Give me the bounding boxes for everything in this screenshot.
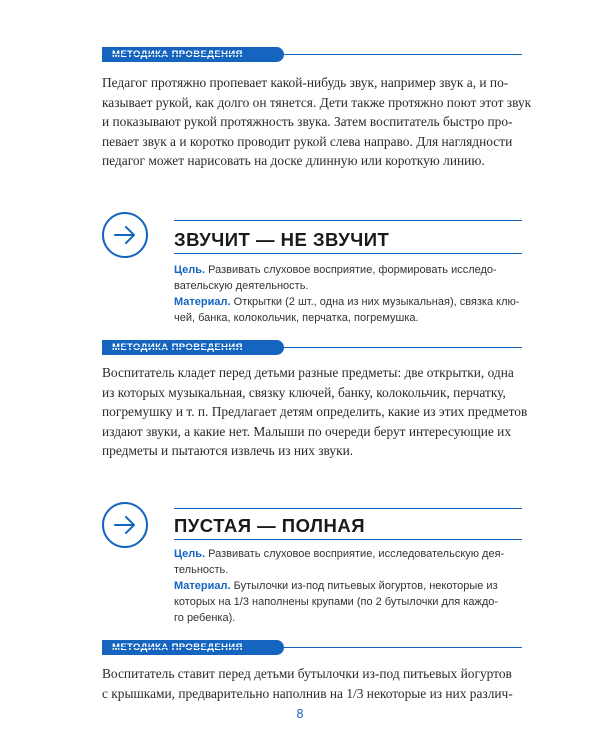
title-bottom-rule: [174, 253, 522, 254]
material-text: Бутылочки из-под питьевых йогуртов, некоторые из: [233, 580, 498, 592]
paragraph-line: Педагог протяжно пропевает какой-нибудь звук, например звук а, и по-: [102, 75, 509, 90]
paragraph-line: погремушку и т. п. Предлагает детям определить, какие из этих предметов: [102, 404, 528, 419]
material-text: чей, банка, колокольчик, перчатка, погремушка.: [174, 312, 419, 324]
divider-line: [102, 347, 522, 348]
material-text: Открытки (2 шт., одна из них музыкальная), связка клю-: [233, 296, 520, 308]
divider-line: [102, 54, 522, 55]
paragraph-line: Воспитатель ставит перед детьми бутылочки из-под питьевых йогуртов: [102, 666, 512, 681]
paragraph-line: педагог может нарисовать на доске длинную или короткую линию.: [102, 153, 485, 168]
material-text: которых на 1/3 наполнены крупами (по 2 бутылочки для каждо-: [174, 596, 499, 608]
title-bottom-rule: [174, 539, 522, 540]
paragraph-line: из которых музыкальная, связку ключей, банку, колокольчик, перчатку,: [102, 384, 506, 400]
goal-text: тельность.: [174, 564, 229, 576]
game-title: ЗВУЧИТ — НЕ ЗВУЧИТ: [174, 229, 390, 250]
method-paragraph: [102, 664, 522, 703]
paragraph-line: с крышками, предварительно наполнив на 1/3 некоторые из них различ-: [102, 685, 513, 701]
page-number: 8: [296, 707, 304, 721]
arrow-right-icon: [113, 513, 137, 537]
arrow-right-icon: [113, 223, 137, 247]
game-info: [174, 262, 524, 326]
paragraph-line: Воспитатель кладет перед детьми разные предметы: две открытки, одна: [102, 365, 514, 380]
game-title: ПУСТАЯ — ПОЛНАЯ: [174, 515, 366, 536]
goal-text: Развивать слуховое восприятие, исследовательскую дея-: [208, 548, 505, 560]
method-paragraph: [102, 363, 528, 461]
arrow-circle: [102, 502, 148, 548]
paragraph-line: предметы и пытаются извлечь из них звуки.: [102, 443, 354, 458]
title-top-rule: [174, 220, 522, 221]
goal-line: [174, 546, 524, 562]
goal-text: вательскую деятельность.: [174, 280, 309, 292]
divider-line: [102, 647, 522, 648]
game-info: [174, 546, 524, 626]
paragraph-line: казывает рукой, как долго он тянется. Дети также протяжно поют этот звук: [102, 94, 532, 110]
goal-line: [174, 262, 524, 278]
goal-text: Развивать слуховое восприятие, формировать исследо-: [208, 264, 497, 276]
material-line: [174, 294, 524, 310]
paragraph-line: издают звуки, а какие нет. Малыши по очереди берут интересующие их: [102, 423, 512, 439]
paragraph-line: певает звук а и коротко проводит рукой слева направо. Для наглядности: [102, 133, 513, 149]
goal-label: Цель.: [174, 548, 206, 560]
material-label: Материал.: [174, 296, 231, 308]
paragraph-line: и показывают рукой протяжность звука. Затем воспитатель быстро про-: [102, 114, 513, 129]
title-top-rule: [174, 508, 522, 509]
intro-paragraph: [102, 73, 532, 171]
material-label: Материал.: [174, 580, 231, 592]
material-line: [174, 578, 524, 594]
goal-label: Цель.: [174, 264, 206, 276]
arrow-circle: [102, 212, 148, 258]
material-text: го ребенка).: [174, 612, 236, 624]
